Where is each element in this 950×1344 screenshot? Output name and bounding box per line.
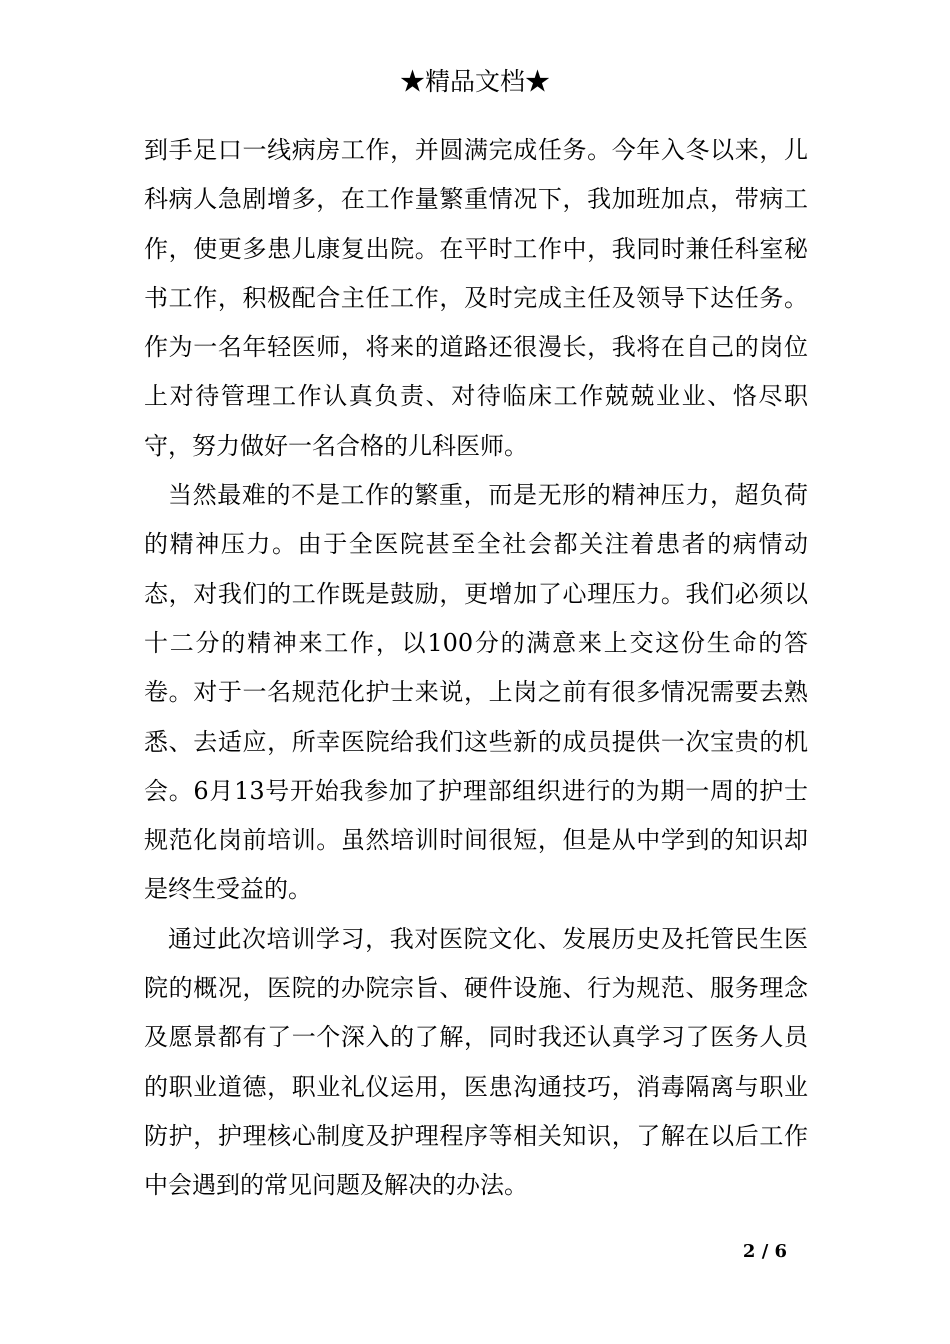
document-body — [144, 126, 808, 1211]
paragraph-3: 通过此次培训学习，我对医院文化、发展历史及托管民生医院的概况，医院的办院宗旨、硬件设施、行为规范、服务理念及愿景都有了一个深入的了解，同时我还认真学习了医务人员的职业道德，职业礼仪运用，医患沟通技巧，消毒隔离与职业防护，护理核心制度及护理程序等相关知识，了解在以后工作中会遇到的常见问题及解决的办法。 — [144, 924, 808, 1200]
page-number: 2 / 6 — [742, 1241, 788, 1262]
page-header: ★精品文档★ — [399, 67, 550, 96]
paragraph-1: 到手足口一线病房工作，并圆满完成任务。今年入冬以来，儿科病人急剧增多，在工作量繁重情况下，我加班加点，带病工作，使更多患儿康复出院。在平时工作中，我同时兼任科室秘书工作，积极配合主任工作，及时完成主任及领导下达任务。作为一名年轻医师，将来的道路还很漫长，我将在自己的岗位上对待管理工作认真负责、对待临床工作兢兢业业、恪尽职守，努力做好一名合格的儿科医师。 — [144, 136, 808, 460]
paragraph-2: 当然最难的不是工作的繁重，而是无形的精神压力，超负荷的精神压力。由于全医院甚至全社会都关注着患者的病情动态，对我们的工作既是鼓励，更增加了心理压力。我们必须以十二分的精神来工作，以100分的满意来上交这份生命的答卷。对于一名规范化护士来说，上岗之前有很多情况需要去熟悉、去适应，所幸医院给我们这些新的成员提供一次宝贵的机会。6月13号开始我参加了护理部组织进行的为期一周的护士规范化岗前培训。虽然培训时间很短，但是从中学到的知识却是终生受益的。 — [144, 481, 808, 904]
